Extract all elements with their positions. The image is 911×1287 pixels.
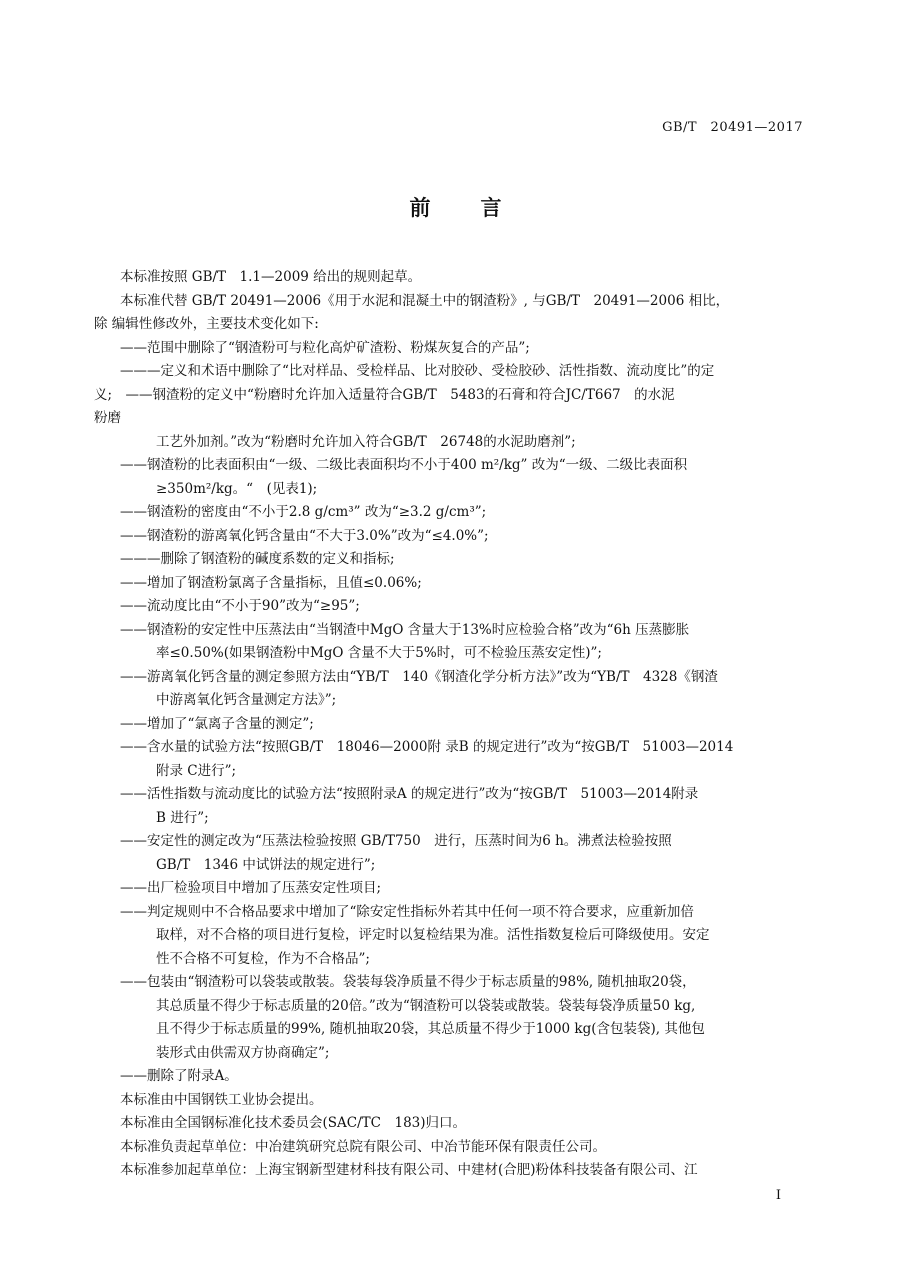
- text-line: ——游离氧化钙含量的测定参照方法由“YB/T 140《钢渣化学分析方法》”改为“YB/T 4328《钢渣: [120, 668, 718, 685]
- text-line: 工艺外加剂。”改为“粉磨时允许加入符合GB/T 26748的水泥助磨剂”;: [156, 433, 576, 450]
- text-line: ——包装由“钢渣粉可以袋装或散装。袋装每袋净质量不得少于标志质量的98%, 随机抽取20袋，: [120, 974, 696, 990]
- text-line: 其总质量不得少于标志质量的20倍。”改为“钢渣粉可以袋装或散装。袋装每袋净质量50 kg,: [156, 997, 696, 1014]
- text-line: 取样，对不合格的项目进行复检，评定时以复检结果为准。活性指数复检后可降级使用。安定: [156, 927, 710, 943]
- text-line: 本标准参加起草单位：上海宝钢新型建材科技有限公司、中建材(合肥)粉体科技装备有限公司、江: [120, 1162, 698, 1178]
- page-number: I: [775, 1188, 781, 1203]
- standard-code: GB/T 20491—2017: [662, 120, 803, 135]
- text-line: ——判定规则中不合格品要求中增加了“除安定性指标外若其中任何一项不符合要求，应重新加倍: [120, 903, 694, 920]
- title-char-right: 言: [480, 196, 502, 220]
- text-line: 除 编辑性修改外，主要技术变化如下:: [94, 316, 319, 332]
- text-line: 粉磨: [94, 410, 121, 426]
- text-line: ——范围中删除了“钢渣粉可与粒化高炉矿渣粉、粉煤灰复合的产品”;: [120, 339, 530, 356]
- text-line: ——钢渣粉的游离氧化钙含量由“不大于3.0%”改为“≤4.0%”;: [120, 527, 489, 544]
- title-char-left: 前: [409, 196, 431, 220]
- text-line: ——安定性的测定改为“压蒸法检验按照 GB/T750 进行，压蒸时间为6 h。沸煮法检验按照: [120, 833, 672, 849]
- text-line: 本标准由全国钢标准化技术委员会(SAC/TC 183)归口。: [120, 1115, 467, 1131]
- text-line: ≥350m²/kg。“ (见表1);: [156, 480, 318, 497]
- text-line: ——流动度比由“不小于90”改为“≥95”;: [120, 598, 360, 614]
- text-line: 装形式由供需双方协商确定”;: [156, 1044, 330, 1061]
- text-line: GB/T 1346 中试饼法的规定进行”;: [156, 856, 376, 873]
- text-line: B 进行”;: [156, 809, 209, 826]
- text-line: ——钢渣粉的比表面积由“一级、二级比表面积均不小于400 m²/kg” 改为“一级、二级比表面积: [120, 457, 688, 473]
- text-line: ———删除了钢渣粉的碱度系数的定义和指标;: [120, 551, 395, 567]
- text-line: 本标准负责起草单位：中冶建筑研究总院有限公司、中冶节能环保有限责任公司。: [120, 1138, 606, 1155]
- text-line: ——增加了钢渣粉氯离子含量指标，且值≤0.06%;: [120, 574, 422, 591]
- text-line: ——增加了“氯离子含量的测定”;: [120, 715, 314, 732]
- text-line: 本标准按照 GB/T 1.1—2009 给出的规则起草。: [120, 269, 422, 285]
- text-line: ——删除了附录A。: [120, 1068, 238, 1084]
- text-line: ——钢渣粉的安定性中压蒸法由“当钢渣中MgO 含量大于13%时应检验合格”改为“6h 压蒸膨胀: [120, 621, 690, 638]
- text-line: ——钢渣粉的密度由“不小于2.8 g/cm³” 改为“≥3.2 g/cm³”;: [120, 504, 487, 520]
- text-line: ——含水量的试验方法“按照GB/T 18046—2000附 录B 的规定进行”改为“按GB/T 51003—2014: [120, 739, 734, 755]
- text-line: 且不得少于标志质量的99%, 随机抽取20袋，其总质量不得少于1000 kg(含包装袋), 其他包: [156, 1021, 705, 1037]
- text-line: 性不合格不可复检，作为不合格品”;: [156, 950, 370, 967]
- page-title: [0, 192, 911, 222]
- text-line: 附录 C进行”;: [156, 762, 237, 779]
- text-line: 本标准由中国钢铁工业协会提出。: [120, 1091, 323, 1108]
- text-line: 率≤0.50%(如果钢渣粉中MgO 含量不大于5%时，可不检验压蒸安定性)”;: [156, 645, 602, 661]
- text-line: ——活性指数与流动度比的试验方法“按照附录A 的规定进行”改为“按GB/T 51003—2014附录: [120, 786, 699, 802]
- foreword-body: [94, 266, 806, 1183]
- text-line: ———定义和术语中删除了“比对样品、受检样品、比对胶砂、受检胶砂、活性指数、流动度比”的定: [120, 363, 715, 379]
- text-line: 本标准代替 GB/T 20491—2006《用于水泥和混凝土中的钢渣粉》, 与GB/T 20491—2006 相比，: [120, 292, 730, 309]
- text-line: ——出厂检验项目中增加了压蒸安定性项目;: [120, 880, 382, 896]
- text-line: 中游离氧化钙含量测定方法》”;: [156, 692, 337, 708]
- text-line: 义; ——钢渣粉的定义中“粉磨时允许加入适量符合GB/T 5483的石膏和符合JC/T667 的水泥: [94, 386, 675, 403]
